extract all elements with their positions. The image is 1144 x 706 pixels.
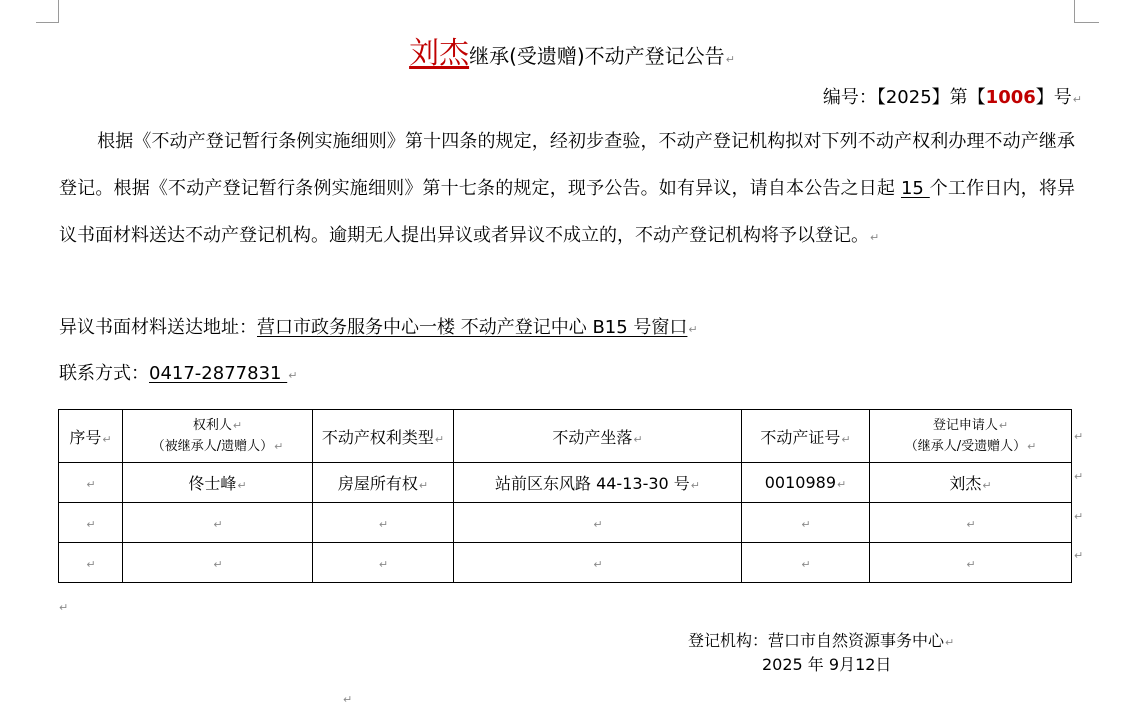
- title-text: 继承(受遗赠)不动产登记公告: [469, 44, 725, 68]
- announcement-body: [59, 118, 1075, 261]
- header-right-type: 不动产权利类型↵: [313, 410, 454, 463]
- cell-holder: ↵: [123, 503, 313, 543]
- title-name: 刘杰: [409, 36, 470, 71]
- page-corner-mark-top-left: [36, 0, 59, 23]
- body-text-part2: 个工作日内，将异议书面材料送达不动产登记机构。逾期无人提出异议或者异议不成立的，不动产登记机构将予以登记。: [59, 178, 1076, 246]
- paragraph-mark-icon: ↵: [725, 53, 735, 66]
- cell-cert-no: ↵: [742, 543, 870, 583]
- cell-holder: ↵: [123, 543, 313, 583]
- row-end-mark-icon: ↵: [1074, 430, 1084, 443]
- cell-seq: ↵: [59, 543, 123, 583]
- paragraph-mark-icon: ↵: [288, 369, 298, 382]
- paragraph-mark-icon: ↵: [945, 636, 955, 649]
- cell-right-type: 房屋所有权↵: [313, 463, 454, 503]
- doc-number-prefix: 编号：【2025】第【: [822, 87, 986, 108]
- contact-label: 联系方式：: [59, 363, 149, 384]
- header-applicant: 登记申请人↵ （继承人/受遗赠人）↵: [870, 410, 1072, 463]
- paragraph-mark-icon: ↵: [870, 231, 880, 244]
- cell-location: ↵: [454, 543, 742, 583]
- objection-days: 15: [900, 178, 930, 199]
- doc-number-suffix: 】号: [1035, 87, 1072, 108]
- cell-seq: ↵: [59, 503, 123, 543]
- objection-address: [59, 313, 698, 339]
- paragraph-mark-icon: ↵: [688, 323, 698, 336]
- table-row: [59, 543, 1072, 583]
- page-title: [0, 28, 1144, 72]
- cell-cert-no: ↵: [742, 503, 870, 543]
- contact-info: [59, 359, 297, 385]
- cell-right-type: ↵: [313, 543, 454, 583]
- cell-right-type: ↵: [313, 503, 454, 543]
- paragraph-mark-icon: ↵: [343, 693, 353, 706]
- cell-applicant: ↵: [870, 543, 1072, 583]
- address-value: 营口市政务服务中心一楼 不动产登记中心 B15 号窗口: [257, 317, 688, 338]
- header-cert-no: 不动产证号↵: [742, 410, 870, 463]
- row-end-mark-icon: ↵: [1074, 549, 1084, 562]
- paragraph-mark-icon: ↵: [59, 601, 69, 614]
- header-seq: 序号↵: [59, 410, 123, 463]
- document-number: [823, 83, 1082, 109]
- cell-location: 站前区东风路 44-13-30 号↵: [454, 463, 742, 503]
- authority-text: 登记机构：营口市自然资源事务中心: [688, 631, 945, 650]
- page-corner-mark-top-right: [1074, 0, 1099, 23]
- contact-value: 0417-2877831: [149, 363, 288, 384]
- registration-authority: [688, 628, 954, 651]
- header-location: 不动产坐落↵: [454, 410, 742, 463]
- announcement-date: 2025 年 9月12日: [762, 655, 892, 674]
- cell-applicant: 刘杰↵: [870, 463, 1072, 503]
- doc-number-value: 1006: [985, 87, 1036, 108]
- cell-seq: ↵: [59, 463, 123, 503]
- table-row: [59, 463, 1072, 503]
- table-row: [59, 503, 1072, 543]
- registration-table: [58, 409, 1072, 583]
- cell-applicant: ↵: [870, 503, 1072, 543]
- header-holder: 权利人↵ （被继承人/遗赠人）↵: [123, 410, 313, 463]
- row-end-mark-icon: ↵: [1074, 470, 1084, 483]
- cell-location: ↵: [454, 503, 742, 543]
- paragraph-mark-icon: ↵: [1072, 93, 1082, 106]
- address-label: 异议书面材料送达地址：: [59, 317, 257, 338]
- body-text-part1: 根据《不动产登记暂行条例实施细则》第十四条的规定，经初步查验，不动产登记机构拟对下列不动产权利办理不动产继承登记。根据《不动产登记暂行条例实施细则》第十七条的规定，现予公告。如有异议，请自本公告之日起: [59, 131, 1075, 199]
- table-header-row: [59, 410, 1072, 463]
- cell-holder: 佟士峰↵: [123, 463, 313, 503]
- cell-cert-no: 0010989↵: [742, 463, 870, 503]
- row-end-mark-icon: ↵: [1074, 510, 1084, 523]
